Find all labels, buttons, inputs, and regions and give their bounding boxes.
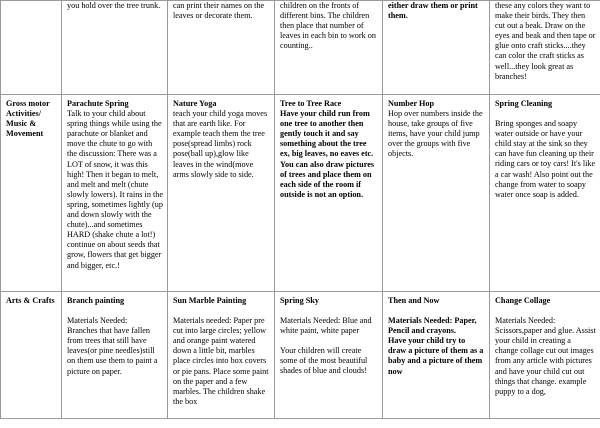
activity-title: Nature Yoga — [173, 99, 217, 108]
row-label: Arts & Crafts — [1, 292, 62, 419]
activity-title: Change Collage — [495, 296, 551, 305]
table-cell: these any colors they want to make their birds. They then cut out a beak. Draw on the eyes and beak and then tape or glue onto craft sticks....they can color the craft sticks as well...they look great as branches! — [490, 1, 600, 95]
activity-cell — [275, 292, 383, 419]
table-row — [1, 1, 600, 95]
activity-title: Tree to Tree Race — [280, 99, 342, 108]
activity-title: Sun Marble Painting — [173, 296, 247, 305]
activity-cell — [490, 95, 600, 292]
activity-cell — [383, 95, 490, 292]
row-label: Gross motor Activities/ Music & Movement — [1, 95, 62, 292]
table-cell: either draw them or print them. — [383, 1, 490, 95]
activity-cell — [62, 292, 168, 419]
activity-cell — [168, 292, 275, 419]
activity-title: Parachute Spring — [67, 99, 129, 108]
activity-body: Bring sponges and soapy water outside or have your child stay at the sink so they can have fun cleaning up their riding cars or toy cars! It's like a car wash! Also point out the change from water to soapy water once soap is added. — [495, 119, 596, 199]
activity-body: Materials Needed: Blue and white paint, white paper — [280, 316, 372, 336]
activity-body: Your children will create some of the most beautiful shades of blue and clouds! — [280, 346, 368, 376]
activity-title: Branch painting — [67, 296, 125, 305]
activity-body: Materials Needed: Scissors,paper and glue. Assist your child in creating a change collage cut out images from any article with pictures and have your child cut out things that change. example puppy to a dog, — [495, 316, 596, 396]
table-row — [1, 292, 600, 419]
activity-body: Have your child run from one tree to another then gently touch it and say something about the tree ex, big leaves, no eaves etc. You can also draw pictures of trees and place them on each side of the room if outside is not an option. — [280, 109, 375, 199]
activity-body: Materials Needed: Paper, Pencil and crayons. Have your child try to draw a picture of them as a baby and a picture of them now — [388, 316, 484, 376]
activity-body: Hop over numbers inside the house, take groups of five items, have your child jump over the groups with five objects. — [388, 109, 483, 159]
activity-title: Spring Sky — [280, 296, 319, 305]
activity-body: Materials Needed: Branches that have fallen from trees that still have leaves(or pine needles)still on them use them to paint a picture on paper. — [67, 316, 158, 376]
table-cell: you hold over the tree trunk. — [62, 1, 168, 95]
activity-body: Talk to your child about spring things while using the parachute or blanket and move the chute to go with the discussion: There was a LOT of snow, it was this high! Then it began to melt, and melt and melt (chute slowly lowers). It rains in the spring, sometimes lightly (up and down slowly with the chute)...and sometimes HARD (shake chute a lot!) continue on about seeds that grow, flowers that get bigger and bigger, etc.! — [67, 109, 163, 270]
activity-title: Spring Cleaning — [495, 99, 553, 108]
activity-cell — [275, 95, 383, 292]
activity-body: Materials needed: Paper pre cut into large circles; yellow and orange paint watered down a little bit, marbles place circles into box covers or pie pans. Place some paint on the paper and a few marbles. The children shake the box — [173, 316, 269, 406]
activity-cell — [383, 292, 490, 419]
activity-title: Then and Now — [388, 296, 440, 305]
activity-cell — [62, 95, 168, 292]
table-cell: children on the fronts of different bins. The children then place that number of leaves in each bin to work on counting.. — [275, 1, 383, 95]
table-cell: can print their names on the leaves or decorate them. — [168, 1, 275, 95]
activity-cell — [490, 292, 600, 419]
activity-cell — [168, 95, 275, 292]
activity-body: teach your child yoga moves that are earth like. For example teach them the tree pose(spread limbs) rock pose(ball up),glow like leaves in the wind(move arms slowly side to side. — [173, 109, 268, 179]
table-row — [1, 95, 600, 292]
activity-title: Number Hop — [388, 99, 435, 108]
row-label — [1, 1, 62, 95]
